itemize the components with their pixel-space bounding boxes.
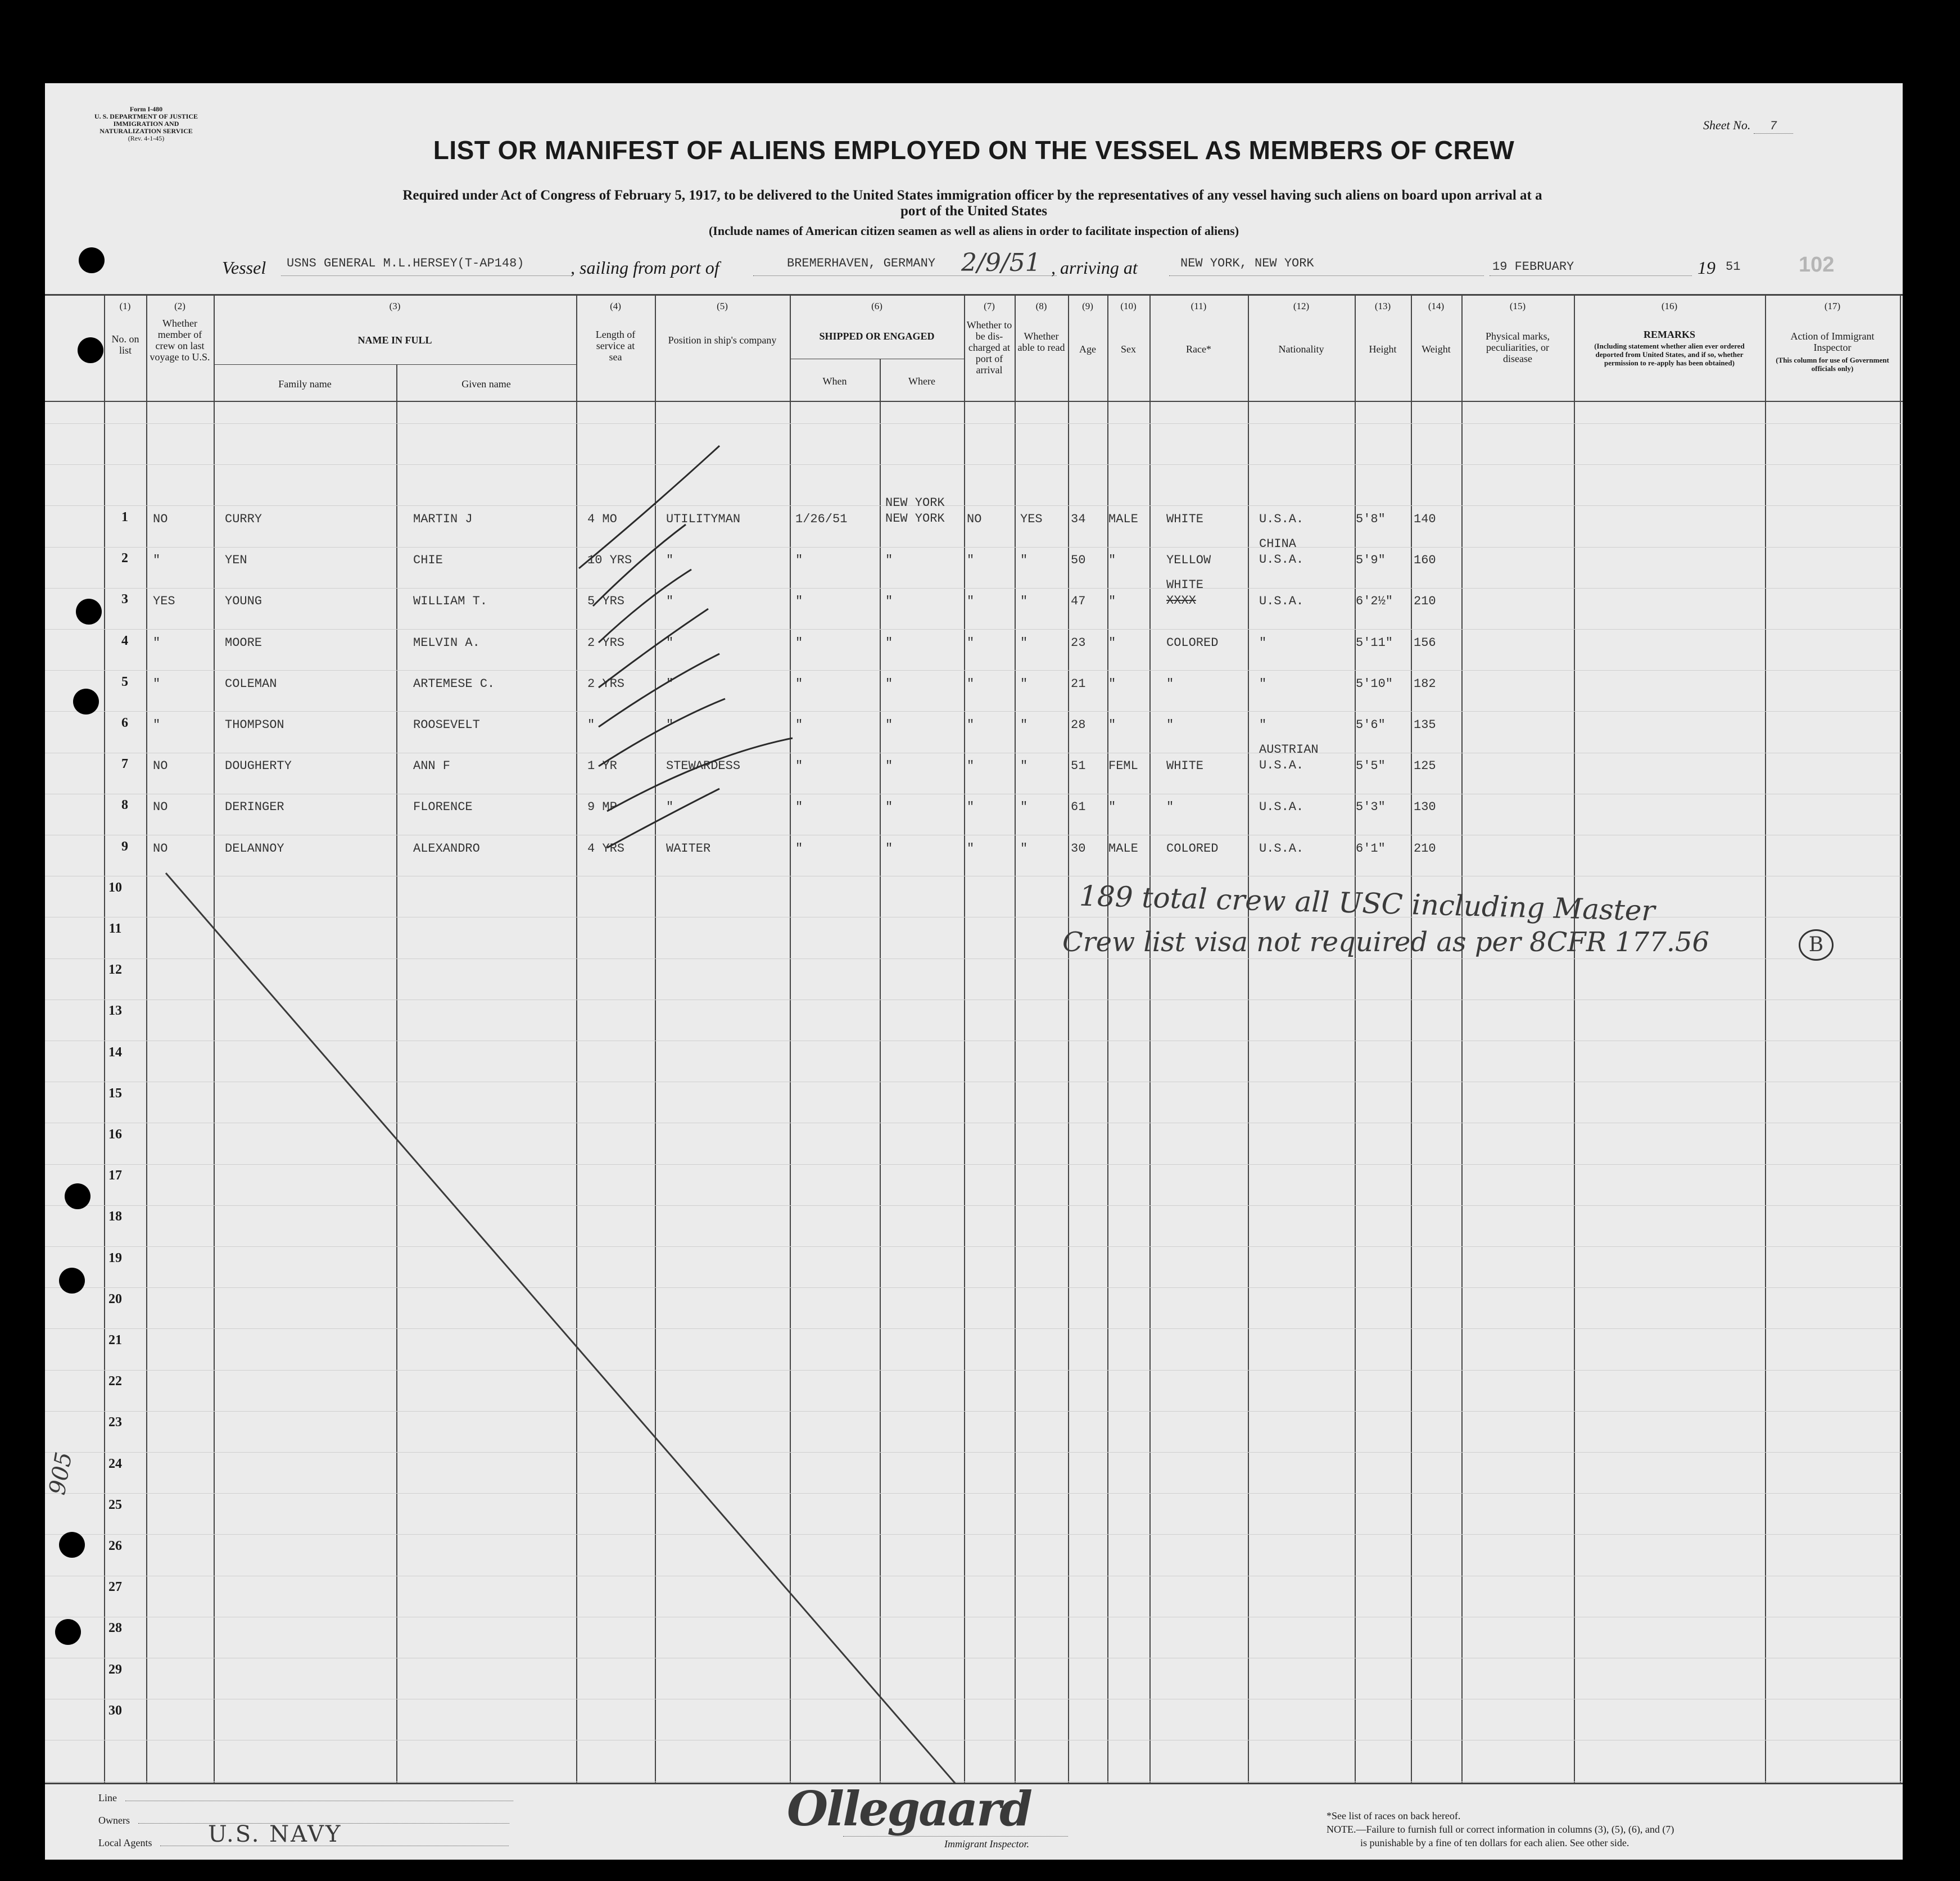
cell-prev: NO	[153, 512, 168, 526]
cell-discharged: "	[967, 635, 975, 650]
cell-when: "	[795, 718, 803, 732]
cell-given: ALEXANDRO	[413, 841, 480, 856]
cell-height: 5'3"	[1356, 800, 1386, 815]
cell-discharged: "	[967, 553, 975, 568]
arriving-port: NEW YORK, NEW YORK	[1180, 256, 1314, 270]
vessel-label: Vessel	[222, 257, 266, 278]
cell-sex: MALE	[1108, 512, 1138, 526]
cell-race: "	[1166, 676, 1174, 691]
cell-nationality: U.S.A.	[1259, 512, 1304, 526]
row-number: 2	[121, 551, 128, 566]
cell-height: 5'9"	[1356, 553, 1386, 568]
remark-circle: B	[1799, 929, 1834, 961]
subtitle-3: (Include names of American citizen seamen as well as aliens in order to facilitate inspection of aliens)	[708, 224, 1239, 238]
cell-where: "	[885, 759, 893, 774]
cell-nationality: U.S.A.	[1259, 841, 1304, 856]
row-number: 12	[108, 962, 122, 978]
binder-hole	[79, 247, 105, 273]
col-13-header: Height	[1369, 343, 1397, 355]
cell-given: ROOSEVELT	[413, 718, 480, 732]
form-rev: (Rev. 4-1-45)	[128, 134, 165, 142]
cell-height: 5'8"	[1356, 512, 1386, 526]
cell-given: CHIE	[413, 553, 443, 568]
col-4-number: (4)	[610, 301, 621, 311]
cell-weight: 140	[1414, 512, 1436, 526]
row-number: 14	[108, 1045, 122, 1060]
row-number: 23	[108, 1415, 122, 1430]
row-number: 17	[108, 1168, 122, 1183]
cell-given: MELVIN A.	[413, 635, 480, 650]
cell-when: "	[795, 553, 803, 568]
col-7-number: (7)	[984, 301, 995, 311]
binder-hole	[78, 337, 103, 363]
cell-discharged: NO	[967, 512, 982, 526]
cell-discharged: "	[967, 841, 975, 856]
cell-sex: MALE	[1108, 841, 1138, 856]
handwritten-remark-1: 189 total crew all USC including Master	[1079, 879, 1656, 928]
cell-line: WHITE	[1166, 578, 1204, 593]
cell-where: "	[885, 718, 893, 732]
cell-age: 30	[1071, 841, 1086, 856]
cell-sex: FEML	[1108, 759, 1138, 774]
col-11-number: (11)	[1191, 301, 1207, 311]
binder-hole	[59, 1532, 85, 1558]
cell-family: THOMPSON	[225, 718, 284, 732]
col-3-header: NAME IN FULL	[357, 334, 432, 346]
col-2-header: Whether member of crew on last voyage to U.S.	[150, 318, 210, 363]
cell-given: ARTEMESE C.	[413, 676, 495, 691]
col-5-header: Position in ship's company	[668, 334, 777, 346]
cell-when: "	[795, 676, 803, 691]
sheet-value: 7	[1754, 119, 1793, 134]
cell-read: YES	[1020, 512, 1043, 526]
row-number: 4	[121, 633, 128, 648]
cell-where: "	[885, 800, 893, 815]
handwritten-remark-2: Crew list visa not required as per 8CFR 177.56	[1062, 926, 1710, 958]
row-number: 5	[121, 674, 128, 689]
cell-family: MOORE	[225, 635, 262, 650]
col-10-header: Sex	[1121, 343, 1136, 355]
arriving-label: , arriving at	[1051, 257, 1138, 278]
subtitle-1: Required under Act of Congress of February 5, 1917, to be delivered to the United States immigration officer by the representatives of any vessel having such aliens on board upon arrival at a	[402, 188, 1542, 203]
cell-where: "	[885, 594, 893, 609]
cell-service: 2 YRS	[587, 635, 625, 650]
col-16-header: REMARKS	[1643, 329, 1695, 340]
row-number: 6	[121, 716, 128, 730]
form-number: Form I-480	[129, 105, 163, 113]
inspector-signature-line	[843, 1836, 1068, 1837]
cell-prev: "	[153, 635, 161, 650]
year-prefix: 19	[1698, 257, 1715, 278]
cell-discharged: "	[967, 676, 975, 691]
owners-label: Owners	[98, 1815, 130, 1826]
penalty-note-1: NOTE.—Failure to furnish full or correct information in columns (3), (5), (6), and (7)	[1327, 1824, 1674, 1835]
row-number: 21	[108, 1333, 122, 1348]
cell-when: "	[795, 759, 803, 774]
col-13-number: (13)	[1374, 301, 1391, 311]
cell-race: COLORED	[1166, 635, 1219, 650]
cell-age: 28	[1071, 718, 1086, 732]
cell-read: "	[1020, 718, 1028, 732]
cell-read: "	[1020, 841, 1028, 856]
cell-line: U.S.A.	[1259, 553, 1304, 567]
cell-age: 51	[1071, 759, 1086, 774]
line-field	[98, 1792, 513, 1804]
cell-weight: 182	[1414, 676, 1436, 691]
cell-position: STEWARDESS	[666, 759, 741, 774]
col-6-when-header: When	[822, 376, 847, 387]
cell-race: "	[1166, 800, 1174, 815]
cell-given: WILLIAM T.	[413, 594, 488, 609]
row-number: 26	[108, 1539, 122, 1553]
cell-nationality: "	[1259, 676, 1267, 691]
cell-age: 61	[1071, 800, 1086, 815]
col-9-number: (9)	[1082, 301, 1093, 311]
race-note: *See list of races on back hereof.	[1327, 1810, 1461, 1821]
cell-nationality: "	[1259, 718, 1267, 732]
cell-race: YELLOW	[1166, 553, 1211, 568]
row-number: 24	[108, 1456, 122, 1471]
sheet-number	[1703, 118, 1793, 134]
cell-family: COLEMAN	[225, 676, 277, 691]
row-number: 13	[108, 1003, 122, 1019]
cell-service: 4 MO	[587, 512, 617, 526]
cell-read: "	[1020, 759, 1028, 774]
cell-prev: "	[153, 553, 161, 568]
pen-marks	[45, 294, 1903, 1784]
cell-weight: 210	[1414, 594, 1436, 609]
line-label: Line	[98, 1792, 117, 1803]
inspector-signature: Ollegaard	[787, 1781, 1031, 1837]
cell-sex: "	[1108, 553, 1116, 568]
cell-read: "	[1020, 676, 1028, 691]
col-14-header: Weight	[1422, 343, 1451, 355]
cell-family: CURRY	[225, 512, 262, 526]
cell-read: "	[1020, 594, 1028, 609]
cell-service: 1 YR	[587, 759, 617, 774]
row-number: 7	[121, 757, 128, 772]
cell-weight: 160	[1414, 553, 1436, 568]
vessel-name: USNS GENERAL M.L.HERSEY(T-AP148)	[287, 256, 524, 270]
row-number: 15	[108, 1086, 122, 1101]
sailing-underline	[753, 275, 1057, 276]
binder-hole	[59, 1268, 85, 1294]
cell-service: 4 YRS	[587, 841, 625, 856]
cell-position: UTILITYMAN	[666, 512, 741, 526]
row-number: 30	[108, 1703, 122, 1718]
cell-weight: 210	[1414, 841, 1436, 856]
col-11-header: Race*	[1186, 343, 1211, 355]
cell-height: 5'10"	[1356, 676, 1393, 691]
col-14-number: (14)	[1428, 301, 1445, 311]
cell-family: DERINGER	[225, 800, 284, 815]
cell-position: "	[666, 594, 674, 609]
cell-height: 5'5"	[1356, 759, 1386, 774]
col-17-header: Action of Immigrant Inspector	[1790, 331, 1875, 353]
cell-weight: 130	[1414, 800, 1436, 815]
col-8-number: (8)	[1035, 301, 1047, 311]
cell-family: DELANNOY	[225, 841, 284, 856]
sheet-label: Sheet No.	[1703, 118, 1751, 132]
col-3-number: (3)	[389, 301, 401, 311]
year-suffix: 51	[1726, 260, 1741, 274]
manifest-sheet	[45, 83, 1903, 1860]
cell-position: "	[666, 635, 674, 650]
cell-position: "	[666, 676, 674, 691]
penalty-note-2: is punishable by a fine of ten dollars for each alien. See other side.	[1360, 1837, 1629, 1848]
col-15-number: (15)	[1509, 301, 1526, 311]
manifest-table	[45, 294, 1903, 1789]
cell-where: "	[885, 553, 893, 568]
arriving-underline	[1169, 275, 1484, 276]
row-number: 27	[108, 1580, 122, 1595]
row-number: 16	[108, 1127, 122, 1142]
col-1-number: (1)	[119, 301, 131, 311]
row-number: 9	[121, 839, 128, 854]
row-number: 22	[108, 1374, 122, 1389]
cell-weight: 156	[1414, 635, 1436, 650]
cell-line: AUSTRIAN	[1259, 743, 1319, 757]
cell-race: WHITE	[1166, 512, 1204, 526]
cell-age: 47	[1071, 594, 1086, 609]
cell-race: "	[1166, 718, 1174, 732]
col-8-header: Whether able to read	[1017, 331, 1065, 353]
cell-prev: "	[153, 676, 161, 691]
cell-discharged: "	[967, 594, 975, 609]
page-title: LIST OR MANIFEST OF ALIENS EMPLOYED ON THE VESSEL AS MEMBERS OF CREW	[433, 135, 1515, 165]
vessel-underline	[281, 275, 571, 276]
cell-when: "	[795, 800, 803, 815]
cell-nationality: "	[1259, 635, 1267, 650]
cell-race: COLORED	[1166, 841, 1219, 856]
col-15-header: Physical marks, peculiarities, or disease	[1486, 331, 1550, 364]
col-12-header: Nationality	[1278, 343, 1324, 355]
row-number: 1	[121, 510, 128, 524]
cell-race: WHITE	[1166, 759, 1204, 774]
col-6-header: SHIPPED OR ENGAGED	[819, 331, 935, 342]
cell-line: CHINA	[1259, 537, 1297, 551]
col-4-header: Length of service at sea	[595, 329, 636, 363]
form-service: IMMIGRATION AND NATURALIZATION SERVICE	[99, 120, 193, 135]
row-number: 10	[108, 880, 122, 895]
arrival-underline	[1490, 275, 1692, 276]
col-7-header: Whether to be dis-charged at port of arrival	[966, 319, 1012, 376]
cell-position: "	[666, 800, 674, 815]
arrival-date: 19 FEBRUARY	[1492, 260, 1574, 274]
cell-line: U.S.A.	[1259, 758, 1304, 773]
row-number: 29	[108, 1662, 122, 1677]
col-6-number: (6)	[871, 301, 882, 311]
cell-age: 23	[1071, 635, 1086, 650]
cell-line: XXXX	[1166, 594, 1196, 608]
sailing-date: 2/9/51	[961, 248, 1041, 277]
cell-when: "	[795, 635, 803, 650]
stamp-number: 102	[1799, 253, 1835, 277]
cell-service: 9 MP	[587, 800, 617, 815]
row-number: 19	[108, 1250, 122, 1265]
agents-label: Local Agents	[98, 1837, 152, 1848]
sailing-label: , sailing from port of	[571, 257, 719, 278]
cell-age: 50	[1071, 553, 1086, 568]
cell-discharged: "	[967, 800, 975, 815]
col-9-header: Age	[1079, 343, 1096, 355]
cell-line: NEW YORK	[885, 496, 945, 510]
cell-read: "	[1020, 800, 1028, 815]
row-number: 25	[108, 1497, 122, 1512]
cell-prev: NO	[153, 800, 168, 815]
row-number: 18	[108, 1209, 122, 1224]
cell-family: YOUNG	[225, 594, 262, 609]
inspector-label: Immigrant Inspector.	[944, 1838, 1029, 1850]
cell-read: "	[1020, 553, 1028, 568]
binder-hole	[65, 1183, 90, 1209]
col-6-where-header: Where	[908, 376, 935, 387]
margin-note: 905	[44, 1450, 78, 1497]
col-5-number: (5)	[717, 301, 728, 311]
col-17-number: (17)	[1824, 301, 1841, 311]
vessel-line	[45, 248, 1903, 286]
cell-position: "	[666, 553, 674, 568]
cell-discharged: "	[967, 718, 975, 732]
col-2-number: (2)	[174, 301, 185, 311]
cell-service: 2 YRS	[587, 676, 625, 691]
cell-weight: 135	[1414, 718, 1436, 732]
binder-hole	[55, 1619, 81, 1645]
cell-given: FLORENCE	[413, 800, 473, 815]
row-number: 20	[108, 1291, 122, 1306]
row-number: 11	[108, 921, 122, 936]
cell-sex: "	[1108, 635, 1116, 650]
row-number: 8	[121, 798, 128, 813]
col-10-number: (10)	[1120, 301, 1137, 311]
row-number: 28	[108, 1621, 122, 1636]
col-12-number: (12)	[1293, 301, 1310, 311]
col-3-given-header: Given name	[461, 378, 511, 390]
cell-read: "	[1020, 635, 1028, 650]
col-3-family-header: Family name	[278, 378, 332, 390]
cell-nationality: U.S.A.	[1259, 800, 1304, 815]
cell-service: "	[587, 718, 595, 732]
cell-given: ANN F	[413, 759, 451, 774]
cell-sex: "	[1108, 676, 1116, 691]
cell-weight: 125	[1414, 759, 1436, 774]
cell-when: 1/26/51	[795, 512, 848, 526]
cell-where: "	[885, 635, 893, 650]
cell-line: NEW YORK	[885, 512, 945, 526]
cell-prev: YES	[153, 594, 175, 609]
binder-hole	[73, 689, 99, 715]
cell-age: 21	[1071, 676, 1086, 691]
cell-position: "	[666, 718, 674, 732]
cell-family: DOUGHERTY	[225, 759, 292, 774]
local-agent-value: U.S. NAVY	[208, 1821, 342, 1847]
cell-prev: "	[153, 718, 161, 732]
cell-family: YEN	[225, 553, 247, 568]
footer	[45, 1781, 1903, 1860]
cell-height: 6'2½"	[1356, 594, 1393, 609]
col-17-note: (This column for use of Government officials only)	[1776, 356, 1889, 373]
cell-height: 5'6"	[1356, 718, 1386, 732]
binder-hole	[76, 599, 102, 625]
col-1-header: No. on list	[111, 333, 139, 356]
cell-position: WAITER	[666, 841, 711, 856]
cell-nationality: U.S.A.	[1259, 594, 1304, 609]
cell-sex: "	[1108, 800, 1116, 815]
cell-sex: "	[1108, 594, 1116, 609]
cell-height: 6'1"	[1356, 841, 1386, 856]
sailing-port: BREMERHAVEN, GERMANY	[787, 256, 936, 270]
col-16-number: (16)	[1661, 301, 1678, 311]
col-16-note: (Including statement whether alien ever ordered deported from United States, and if so, whether permission to re-apply has been obtained)	[1594, 342, 1745, 367]
cell-when: "	[795, 841, 803, 856]
row-number: 3	[121, 592, 128, 607]
cell-service: 5 YRS	[587, 594, 625, 609]
cell-where: "	[885, 841, 893, 856]
form-dept: U. S. DEPARTMENT OF JUSTICE	[94, 112, 198, 120]
subtitle-2: port of the United States	[900, 204, 1048, 219]
cell-height: 5'11"	[1356, 635, 1393, 650]
cell-given: MARTIN J	[413, 512, 473, 526]
cell-prev: NO	[153, 759, 168, 774]
cell-when: "	[795, 594, 803, 609]
cell-where: "	[885, 676, 893, 691]
cell-prev: NO	[153, 841, 168, 856]
cell-service: 10 YRS	[587, 553, 632, 568]
cell-discharged: "	[967, 759, 975, 774]
cell-age: 34	[1071, 512, 1086, 526]
cell-sex: "	[1108, 718, 1116, 732]
